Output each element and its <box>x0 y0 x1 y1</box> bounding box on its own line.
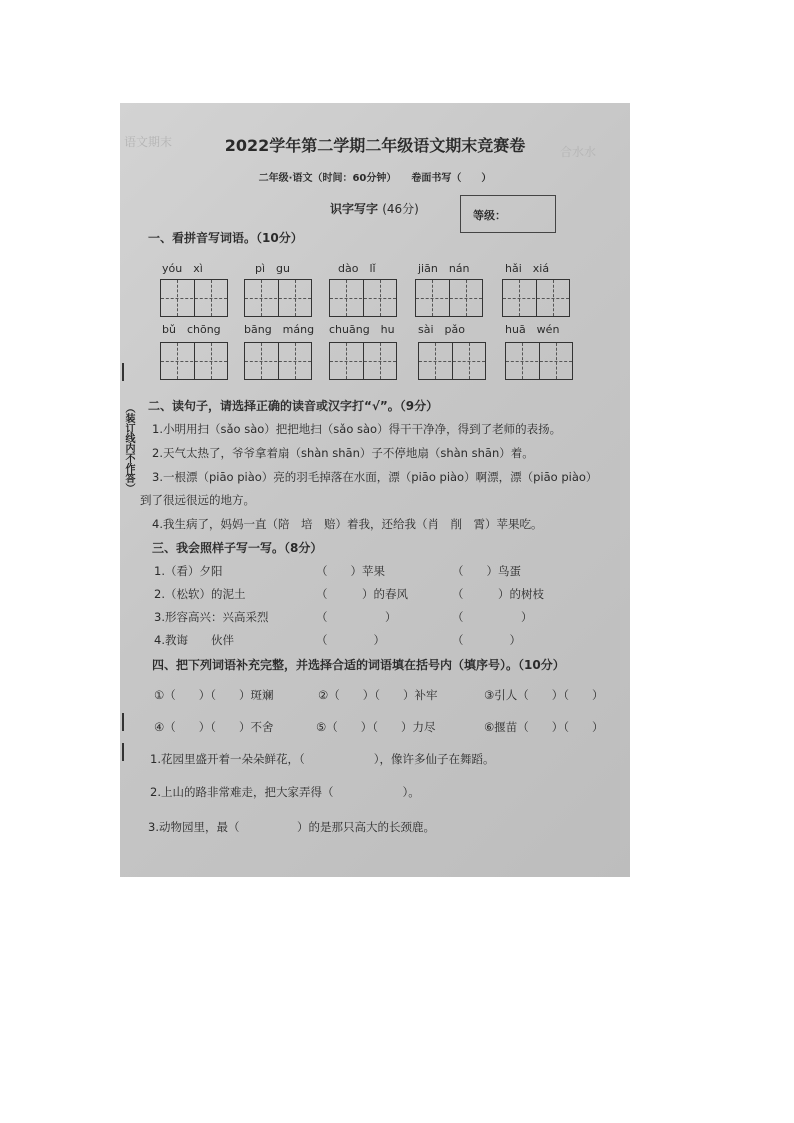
section-title: 识字写字 <box>330 202 379 216</box>
tian-grid[interactable] <box>160 342 228 380</box>
q3-answer-blank[interactable]: （ ）的树枝 <box>452 587 544 601</box>
q3-answer-blank[interactable]: （ ）的春风 <box>316 587 408 601</box>
q4-idiom[interactable]: ④（ ）（ ）不舍 <box>154 720 274 734</box>
grade-label: 等级： <box>473 209 506 222</box>
tian-grid[interactable] <box>329 279 397 317</box>
q4-idiom[interactable]: ②（ ）（ ）补牢 <box>318 688 438 702</box>
tian-grid[interactable] <box>418 342 486 380</box>
pinyin-label: sài pǎo <box>418 323 465 336</box>
pinyin-label: yóu xì <box>162 262 203 275</box>
binding-dash <box>122 363 124 381</box>
tian-grid[interactable] <box>502 279 570 317</box>
q2-line: 4.我生病了，妈妈一直（陪 培 赔）着我，还给我（肖 削 霄）苹果吃。 <box>152 517 543 531</box>
q3-item: 3.形容高兴：兴高采烈 <box>154 610 269 624</box>
binding-margin-text: （装订线内不作答） <box>123 403 134 493</box>
tian-grid[interactable] <box>244 342 312 380</box>
tian-grid[interactable] <box>415 279 483 317</box>
q3-heading: 三、我会照样子写一写。（8分） <box>152 541 323 555</box>
q4-sentence[interactable]: 2.上山的路非常难走，把大家弄得（ ）。 <box>150 785 420 799</box>
q3-item: 1.（看）夕阳 <box>154 564 223 578</box>
binding-dash <box>122 713 124 731</box>
q3-item: 2.（松软）的泥土 <box>154 587 246 601</box>
exam-subtitle: 二年级·语文（时间：60分钟） 卷面书写（ ） <box>258 173 492 184</box>
tian-grid[interactable] <box>505 342 573 380</box>
q3-answer-blank[interactable]: （ ） <box>316 610 397 624</box>
q3-item: 4.教诲 伙伴 <box>154 633 234 647</box>
q4-heading: 四、把下列词语补充完整，并选择合适的词语填在括号内（填序号）。（10分） <box>152 658 565 672</box>
q4-sentence[interactable]: 1.花园里盛开着一朵朵鲜花，（ ），像许多仙子在舞蹈。 <box>150 752 495 766</box>
exam-photo <box>120 103 630 877</box>
binding-dash <box>122 743 124 761</box>
exam-title: 2022学年第二学期二年级语文期末竞赛卷 <box>224 136 526 155</box>
q3-answer-blank[interactable]: （ ） <box>452 610 533 624</box>
pinyin-label: dào lǐ <box>338 262 376 275</box>
tian-grid[interactable] <box>244 279 312 317</box>
q3-answer-blank[interactable]: （ ）鸟蛋 <box>452 564 521 578</box>
tian-grid[interactable] <box>329 342 397 380</box>
q2-heading: 二、读句子，请选择正确的读音或汉字打“√”。（9分） <box>148 399 439 413</box>
pinyin-label: pì gu <box>255 262 290 275</box>
q4-idiom[interactable]: ①（ ）（ ）斑斓 <box>154 688 274 702</box>
grade-box[interactable] <box>460 195 556 233</box>
q4-sentence[interactable]: 3.动物园里，最（ ）的是那只高大的长颈鹿。 <box>148 820 435 834</box>
q2-line: 到了很远很远的地方。 <box>140 493 255 507</box>
q3-answer-blank[interactable]: （ ） <box>316 633 385 647</box>
q2-line: 2.天气太热了，爷爷拿着扇（shàn shān）子不停地扇（shàn shān）着。 <box>152 446 534 460</box>
pinyin-label: huā wén <box>505 323 560 336</box>
q2-line: 3.一根漂（piāo piào）亮的羽毛掉落在水面，漂（piāo piào）啊漂，漂（piāo piào） <box>152 470 598 484</box>
q1-heading: 一、看拼音写词语。（10分） <box>148 231 303 245</box>
q3-answer-blank[interactable]: （ ） <box>452 633 521 647</box>
ghost-text: 合水水 <box>560 145 597 159</box>
q2-line: 1.小明用扫（sǎo sào）把把地扫（sǎo sào）得干干净净，得到了老师的表扬。 <box>152 422 562 436</box>
section-heading <box>330 200 419 217</box>
q3-answer-blank[interactable]: （ ）苹果 <box>316 564 385 578</box>
section-score: (46分) <box>382 202 419 216</box>
ghost-text: 语文期末 <box>124 135 173 149</box>
pinyin-label: jiān nán <box>418 262 470 275</box>
q4-idiom[interactable]: ⑥揠苗（ ）（ ） <box>484 720 604 734</box>
q4-idiom[interactable]: ③引人（ ）（ ） <box>484 688 604 702</box>
pinyin-label: hǎi xiá <box>505 262 550 275</box>
pinyin-label: chuāng hu <box>329 323 395 336</box>
pinyin-label: bāng máng <box>244 323 315 336</box>
pinyin-label: bǔ chōng <box>162 323 221 336</box>
q4-idiom[interactable]: ⑤（ ）（ ）力尽 <box>316 720 436 734</box>
tian-grid[interactable] <box>160 279 228 317</box>
